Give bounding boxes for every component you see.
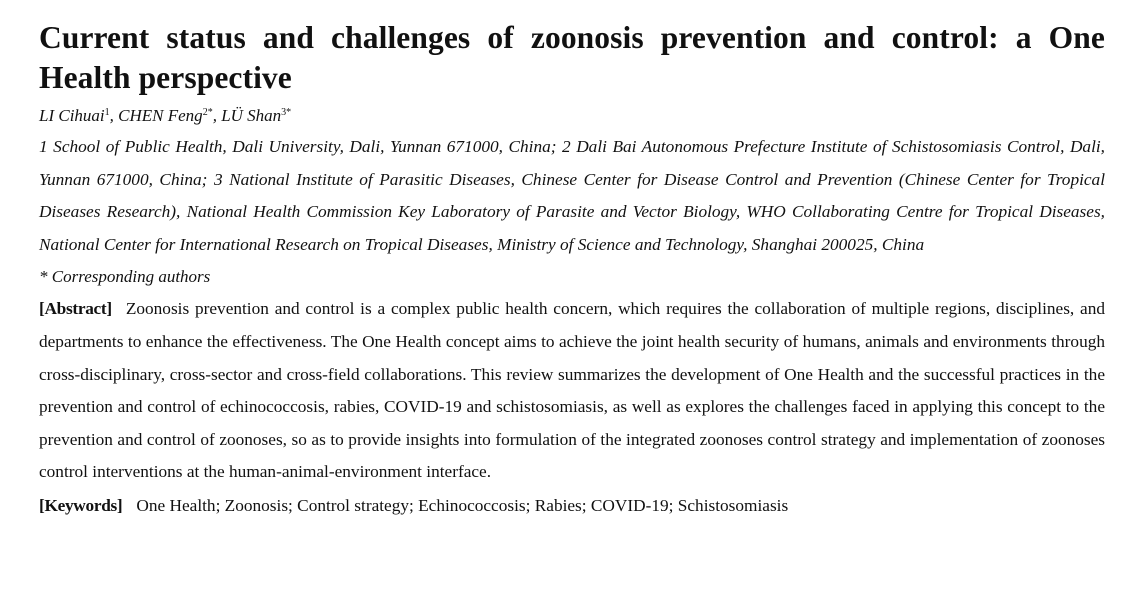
abstract bbox=[39, 293, 1105, 489]
corresponding-authors-note: * Corresponding authors bbox=[39, 267, 211, 287]
author-affiliation-mark: 1 bbox=[104, 107, 110, 118]
author-affiliation-mark: 3* bbox=[281, 107, 292, 118]
keywords-text: One Health; Zoonosis; Control strategy; Echinococcosis; Rabies; COVID-19; Schistosomiasis bbox=[136, 495, 789, 515]
author-name: LÜ Shan bbox=[221, 106, 282, 125]
keywords bbox=[39, 490, 1105, 522]
paper-title: Current status and challenges of zoonosis prevention and control: a One Health perspective bbox=[39, 20, 1105, 95]
author-name: LI Cihuai bbox=[39, 106, 105, 125]
author-list: LI Cihuai$^1$, CHEN Feng$^{2*}$, LÜ Shan$^{3*}$ bbox=[39, 106, 292, 125]
abstract-text: Zoonosis prevention and control is a complex public health concern, which requires the collaboration of multiple regions, disciplines, and departments to enhance the effectiveness. The One Health concept aims to achieve the joint health security of humans, animals and environments through cross-disciplinary, cross-sector and cross-field collaborations. This review summarizes the development of One Health and the successful practices in the prevention and control of echinococcosis, rabies, COVID-19 and schistosomiasis, as well as explores the challenges faced in applying this concept to the prevention and control of zoonoses, so as to provide insights into formulation of the integrated zoonoses control strategy and implementation of zoonoses control interventions at the human-animal-environment interface. bbox=[39, 299, 1105, 482]
author-name: CHEN Feng bbox=[118, 106, 203, 125]
paper-front-matter bbox=[39, 18, 1105, 522]
author-affiliation-mark: 2* bbox=[202, 107, 213, 118]
abstract-label: [Abstract] bbox=[39, 299, 112, 319]
keywords-label: [Keywords] bbox=[39, 495, 123, 515]
affiliations: 1 School of Public Health, Dali University, Dali, Yunnan 671000, China; 2 Dali Bai Autonomous Prefecture Institute of Schistosomiasis Control, Dali, Yunnan 671000, China; 3 National Institute of Parasitic Diseases, Chinese Center for Disease Control and Prevention (Chinese Center for Tropical Diseases Research), National Health Commission Key Laboratory of Parasite and Vector Biology, WHO Collaborating Centre for Tropical Diseases, National Center for International Research on Tropical Diseases, Ministry of Science and Technology, Shanghai 200025, China bbox=[39, 137, 1105, 254]
